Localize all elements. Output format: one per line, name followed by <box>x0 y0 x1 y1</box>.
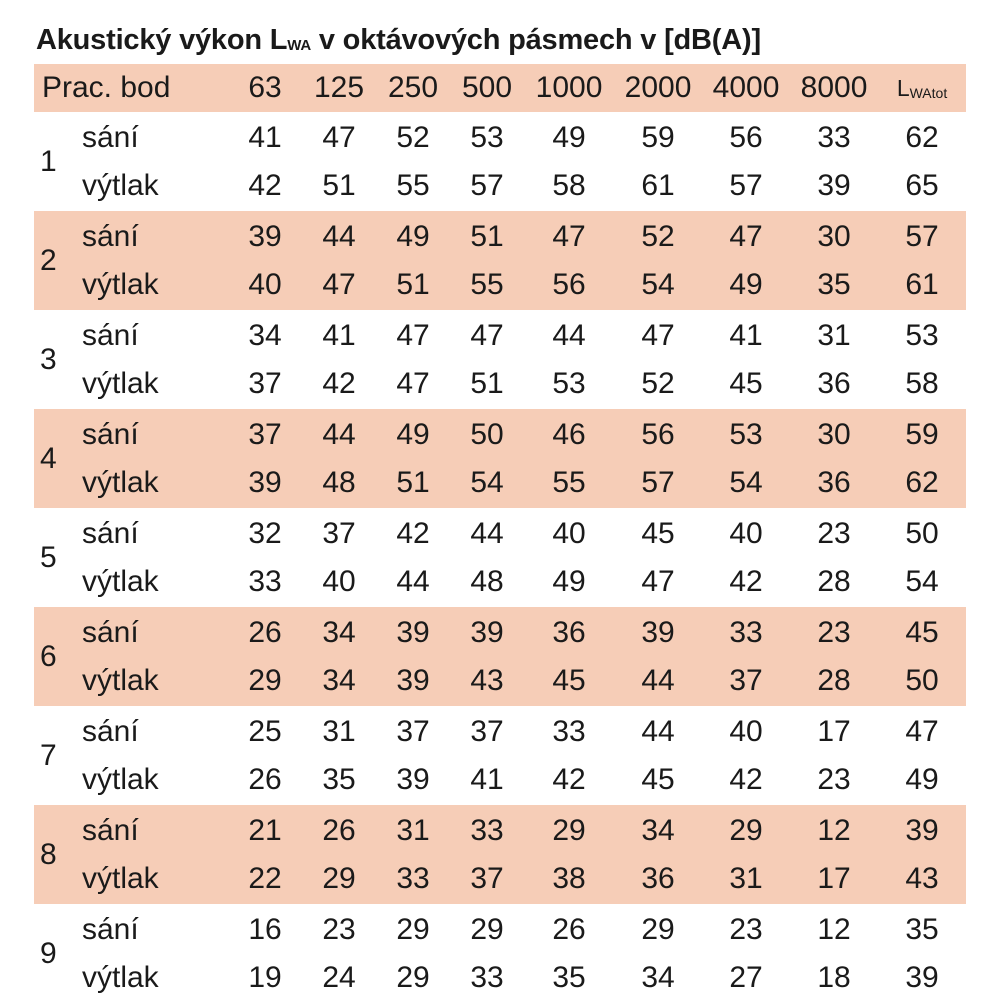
band-value-cell: 42 <box>248 169 282 202</box>
total-value-cell: 50 <box>878 657 966 706</box>
title-suffix: v oktávových pásmech v [dB(A)] <box>311 24 761 56</box>
header-band-125: 125 <box>302 64 376 112</box>
band-value-cell: 56 <box>614 409 702 459</box>
band-value-cell: 53 <box>470 120 504 154</box>
band-value-cell: 47 <box>524 211 614 261</box>
table-row <box>34 112 966 162</box>
band-value-cell: 47 <box>641 565 675 598</box>
band-value-cell: 41 <box>470 763 504 796</box>
title-subscript: WA <box>287 37 312 54</box>
band-value-cell: 36 <box>817 367 851 400</box>
band-value-cell: 44 <box>396 565 430 598</box>
total-value-cell: 35 <box>905 912 939 946</box>
band-value-cell: 34 <box>641 961 675 994</box>
total-value-cell: 53 <box>905 318 939 352</box>
band-value-cell: 47 <box>322 120 356 154</box>
band-value-cell: 52 <box>396 120 430 154</box>
total-value-cell: 45 <box>878 607 966 657</box>
total-value-cell: 47 <box>905 714 939 748</box>
band-value-cell: 55 <box>450 261 524 310</box>
band-value-cell: 39 <box>228 459 302 508</box>
intake-label: sání <box>80 211 228 261</box>
header-band-250: 250 <box>376 64 450 112</box>
band-value-cell: 39 <box>228 211 302 261</box>
band-value-cell: 26 <box>552 912 586 946</box>
band-value-cell: 36 <box>614 855 702 904</box>
header-total-subscript: WAtot <box>909 84 948 101</box>
work-point-number: 7 <box>40 739 57 772</box>
band-value-cell: 53 <box>702 409 790 459</box>
band-value-cell: 47 <box>302 261 376 310</box>
band-value-cell: 33 <box>376 855 450 904</box>
band-value-cell: 50 <box>450 409 524 459</box>
table-row <box>34 459 966 508</box>
band-value-cell: 37 <box>248 367 282 400</box>
band-value-cell: 34 <box>614 805 702 855</box>
band-value-cell: 48 <box>470 565 504 598</box>
table-row <box>34 904 966 954</box>
discharge-label: výtlak <box>82 763 159 796</box>
total-value-cell: 39 <box>905 961 939 994</box>
band-value-cell: 17 <box>817 714 851 748</box>
band-value-cell: 54 <box>450 459 524 508</box>
band-value-cell: 30 <box>790 409 878 459</box>
band-value-cell: 52 <box>641 367 675 400</box>
header-band-2000: 2000 <box>614 64 702 112</box>
band-value-cell: 42 <box>729 763 763 796</box>
table-row <box>34 706 966 756</box>
discharge-label: výtlak <box>80 657 228 706</box>
band-value-cell: 52 <box>614 211 702 261</box>
band-value-cell: 51 <box>376 261 450 310</box>
band-value-cell: 33 <box>248 565 282 598</box>
band-value-cell: 37 <box>322 516 356 550</box>
intake-label: sání <box>82 120 139 154</box>
band-value-cell: 39 <box>817 169 851 202</box>
band-value-cell: 31 <box>376 805 450 855</box>
band-value-cell: 49 <box>552 565 586 598</box>
header-row <box>34 64 966 112</box>
table-row <box>34 211 966 261</box>
table-row <box>34 756 966 805</box>
band-value-cell: 54 <box>614 261 702 310</box>
table-row <box>34 558 966 607</box>
discharge-label: výtlak <box>82 169 159 202</box>
table-row <box>34 805 966 855</box>
total-value-cell: 50 <box>905 516 939 550</box>
band-value-cell: 45 <box>641 516 675 550</box>
band-value-cell: 21 <box>228 805 302 855</box>
band-value-cell: 25 <box>248 714 282 748</box>
intake-label: sání <box>82 516 139 550</box>
intake-label: sání <box>82 912 139 946</box>
band-value-cell: 23 <box>790 607 878 657</box>
band-value-cell: 51 <box>470 367 504 400</box>
band-value-cell: 44 <box>470 516 504 550</box>
intake-label: sání <box>82 318 139 352</box>
header-band-500: 500 <box>450 64 524 112</box>
band-value-cell: 33 <box>702 607 790 657</box>
band-value-cell: 29 <box>396 961 430 994</box>
title-prefix: Akustický výkon L <box>36 24 288 56</box>
band-value-cell: 29 <box>396 912 430 946</box>
band-value-cell: 44 <box>641 714 675 748</box>
band-value-cell: 24 <box>322 961 356 994</box>
band-value-cell: 42 <box>729 565 763 598</box>
discharge-label: výtlak <box>82 961 159 994</box>
band-value-cell: 34 <box>302 657 376 706</box>
band-value-cell: 29 <box>702 805 790 855</box>
total-value-cell: 57 <box>878 211 966 261</box>
work-point-number: 6 <box>34 607 80 706</box>
total-value-cell: 39 <box>878 805 966 855</box>
discharge-label: výtlak <box>82 367 159 400</box>
band-value-cell: 29 <box>641 912 675 946</box>
header-band-4000: 4000 <box>702 64 790 112</box>
band-value-cell: 51 <box>322 169 356 202</box>
band-value-cell: 42 <box>396 516 430 550</box>
table-row <box>34 310 966 360</box>
band-value-cell: 39 <box>376 657 450 706</box>
band-value-cell: 45 <box>729 367 763 400</box>
band-value-cell: 35 <box>322 763 356 796</box>
table-row <box>34 657 966 706</box>
work-point-number: 2 <box>34 211 80 310</box>
intake-label: sání <box>80 607 228 657</box>
table-row <box>34 409 966 459</box>
band-value-cell: 51 <box>376 459 450 508</box>
table-title <box>36 18 761 62</box>
total-value-cell: 49 <box>905 763 939 796</box>
band-value-cell: 48 <box>302 459 376 508</box>
band-value-cell: 26 <box>302 805 376 855</box>
band-value-cell: 33 <box>817 120 851 154</box>
band-value-cell: 47 <box>396 318 430 352</box>
header-work-point: Prac. bod <box>34 64 228 112</box>
band-value-cell: 12 <box>817 912 851 946</box>
header-band-8000: 8000 <box>790 64 878 112</box>
band-value-cell: 44 <box>302 211 376 261</box>
intake-label: sání <box>82 714 139 748</box>
band-value-cell: 26 <box>248 763 282 796</box>
work-point-number: 3 <box>40 343 57 376</box>
band-value-cell: 26 <box>228 607 302 657</box>
band-value-cell: 32 <box>248 516 282 550</box>
band-value-cell: 28 <box>790 657 878 706</box>
band-value-cell: 23 <box>817 516 851 550</box>
header-total <box>878 64 966 112</box>
band-value-cell: 37 <box>396 714 430 748</box>
band-value-cell: 56 <box>524 261 614 310</box>
work-point-number: 9 <box>40 937 57 970</box>
band-value-cell: 55 <box>524 459 614 508</box>
band-value-cell: 45 <box>524 657 614 706</box>
band-value-cell: 47 <box>396 367 430 400</box>
band-value-cell: 23 <box>729 912 763 946</box>
discharge-label: výtlak <box>82 565 159 598</box>
work-point-number: 4 <box>34 409 80 508</box>
table-row <box>34 607 966 657</box>
band-value-cell: 33 <box>470 961 504 994</box>
total-value-cell: 65 <box>905 169 939 202</box>
band-value-cell: 42 <box>322 367 356 400</box>
band-value-cell: 46 <box>524 409 614 459</box>
band-value-cell: 57 <box>470 169 504 202</box>
band-value-cell: 41 <box>729 318 763 352</box>
band-value-cell: 40 <box>729 516 763 550</box>
band-value-cell: 51 <box>450 211 524 261</box>
band-value-cell: 44 <box>614 657 702 706</box>
band-value-cell: 44 <box>302 409 376 459</box>
discharge-label: výtlak <box>80 459 228 508</box>
table-row <box>34 360 966 409</box>
band-value-cell: 18 <box>817 961 851 994</box>
band-value-cell: 29 <box>470 912 504 946</box>
discharge-label: výtlak <box>80 855 228 904</box>
band-value-cell: 19 <box>248 961 282 994</box>
total-value-cell: 61 <box>878 261 966 310</box>
band-value-cell: 45 <box>641 763 675 796</box>
total-value-cell: 62 <box>905 120 939 154</box>
table-row <box>34 954 966 1003</box>
band-value-cell: 59 <box>641 120 675 154</box>
band-value-cell: 40 <box>552 516 586 550</box>
band-value-cell: 12 <box>790 805 878 855</box>
band-value-cell: 35 <box>790 261 878 310</box>
band-value-cell: 49 <box>376 211 450 261</box>
band-value-cell: 53 <box>552 367 586 400</box>
work-point-number: 1 <box>40 145 57 178</box>
header-band-1000: 1000 <box>524 64 614 112</box>
band-value-cell: 22 <box>228 855 302 904</box>
header-total-prefix: L <box>896 74 910 101</box>
band-value-cell: 35 <box>552 961 586 994</box>
band-value-cell: 33 <box>552 714 586 748</box>
total-value-cell: 43 <box>878 855 966 904</box>
band-value-cell: 28 <box>817 565 851 598</box>
band-value-cell: 30 <box>790 211 878 261</box>
band-value-cell: 40 <box>322 565 356 598</box>
work-point-number: 5 <box>40 541 57 574</box>
band-value-cell: 41 <box>248 120 282 154</box>
band-value-cell: 54 <box>702 459 790 508</box>
band-value-cell: 56 <box>729 120 763 154</box>
band-value-cell: 39 <box>396 763 430 796</box>
band-value-cell: 40 <box>228 261 302 310</box>
total-value-cell: 58 <box>905 367 939 400</box>
band-value-cell: 31 <box>817 318 851 352</box>
band-value-cell: 37 <box>702 657 790 706</box>
header-band-63: 63 <box>228 64 302 112</box>
band-value-cell: 41 <box>322 318 356 352</box>
band-value-cell: 43 <box>450 657 524 706</box>
band-value-cell: 57 <box>729 169 763 202</box>
band-value-cell: 31 <box>322 714 356 748</box>
band-value-cell: 37 <box>450 855 524 904</box>
band-value-cell: 27 <box>729 961 763 994</box>
total-value-cell: 54 <box>905 565 939 598</box>
band-value-cell: 39 <box>376 607 450 657</box>
band-value-cell: 29 <box>302 855 376 904</box>
band-value-cell: 40 <box>729 714 763 748</box>
band-value-cell: 57 <box>614 459 702 508</box>
band-value-cell: 55 <box>396 169 430 202</box>
intake-label: sání <box>80 409 228 459</box>
band-value-cell: 33 <box>450 805 524 855</box>
discharge-label: výtlak <box>80 261 228 310</box>
band-value-cell: 49 <box>702 261 790 310</box>
work-point-number: 8 <box>34 805 80 904</box>
band-value-cell: 23 <box>322 912 356 946</box>
band-value-cell: 47 <box>702 211 790 261</box>
band-value-cell: 36 <box>524 607 614 657</box>
band-value-cell: 37 <box>228 409 302 459</box>
intake-label: sání <box>80 805 228 855</box>
table-body <box>34 112 966 1003</box>
band-value-cell: 44 <box>552 318 586 352</box>
table-row <box>34 508 966 558</box>
band-value-cell: 23 <box>817 763 851 796</box>
band-value-cell: 34 <box>302 607 376 657</box>
band-value-cell: 29 <box>524 805 614 855</box>
band-value-cell: 58 <box>552 169 586 202</box>
total-value-cell: 62 <box>878 459 966 508</box>
band-value-cell: 49 <box>552 120 586 154</box>
band-value-cell: 38 <box>524 855 614 904</box>
band-value-cell: 47 <box>641 318 675 352</box>
band-value-cell: 29 <box>228 657 302 706</box>
band-value-cell: 37 <box>470 714 504 748</box>
table-row <box>34 855 966 904</box>
band-value-cell: 39 <box>450 607 524 657</box>
band-value-cell: 16 <box>248 912 282 946</box>
band-value-cell: 39 <box>614 607 702 657</box>
band-value-cell: 17 <box>790 855 878 904</box>
band-value-cell: 49 <box>376 409 450 459</box>
band-value-cell: 36 <box>790 459 878 508</box>
band-value-cell: 34 <box>248 318 282 352</box>
band-value-cell: 61 <box>641 169 675 202</box>
band-value-cell: 42 <box>552 763 586 796</box>
table-row <box>34 162 966 211</box>
total-value-cell: 59 <box>878 409 966 459</box>
table-row <box>34 261 966 310</box>
band-value-cell: 31 <box>702 855 790 904</box>
band-value-cell: 47 <box>470 318 504 352</box>
acoustic-power-table <box>34 64 966 1003</box>
